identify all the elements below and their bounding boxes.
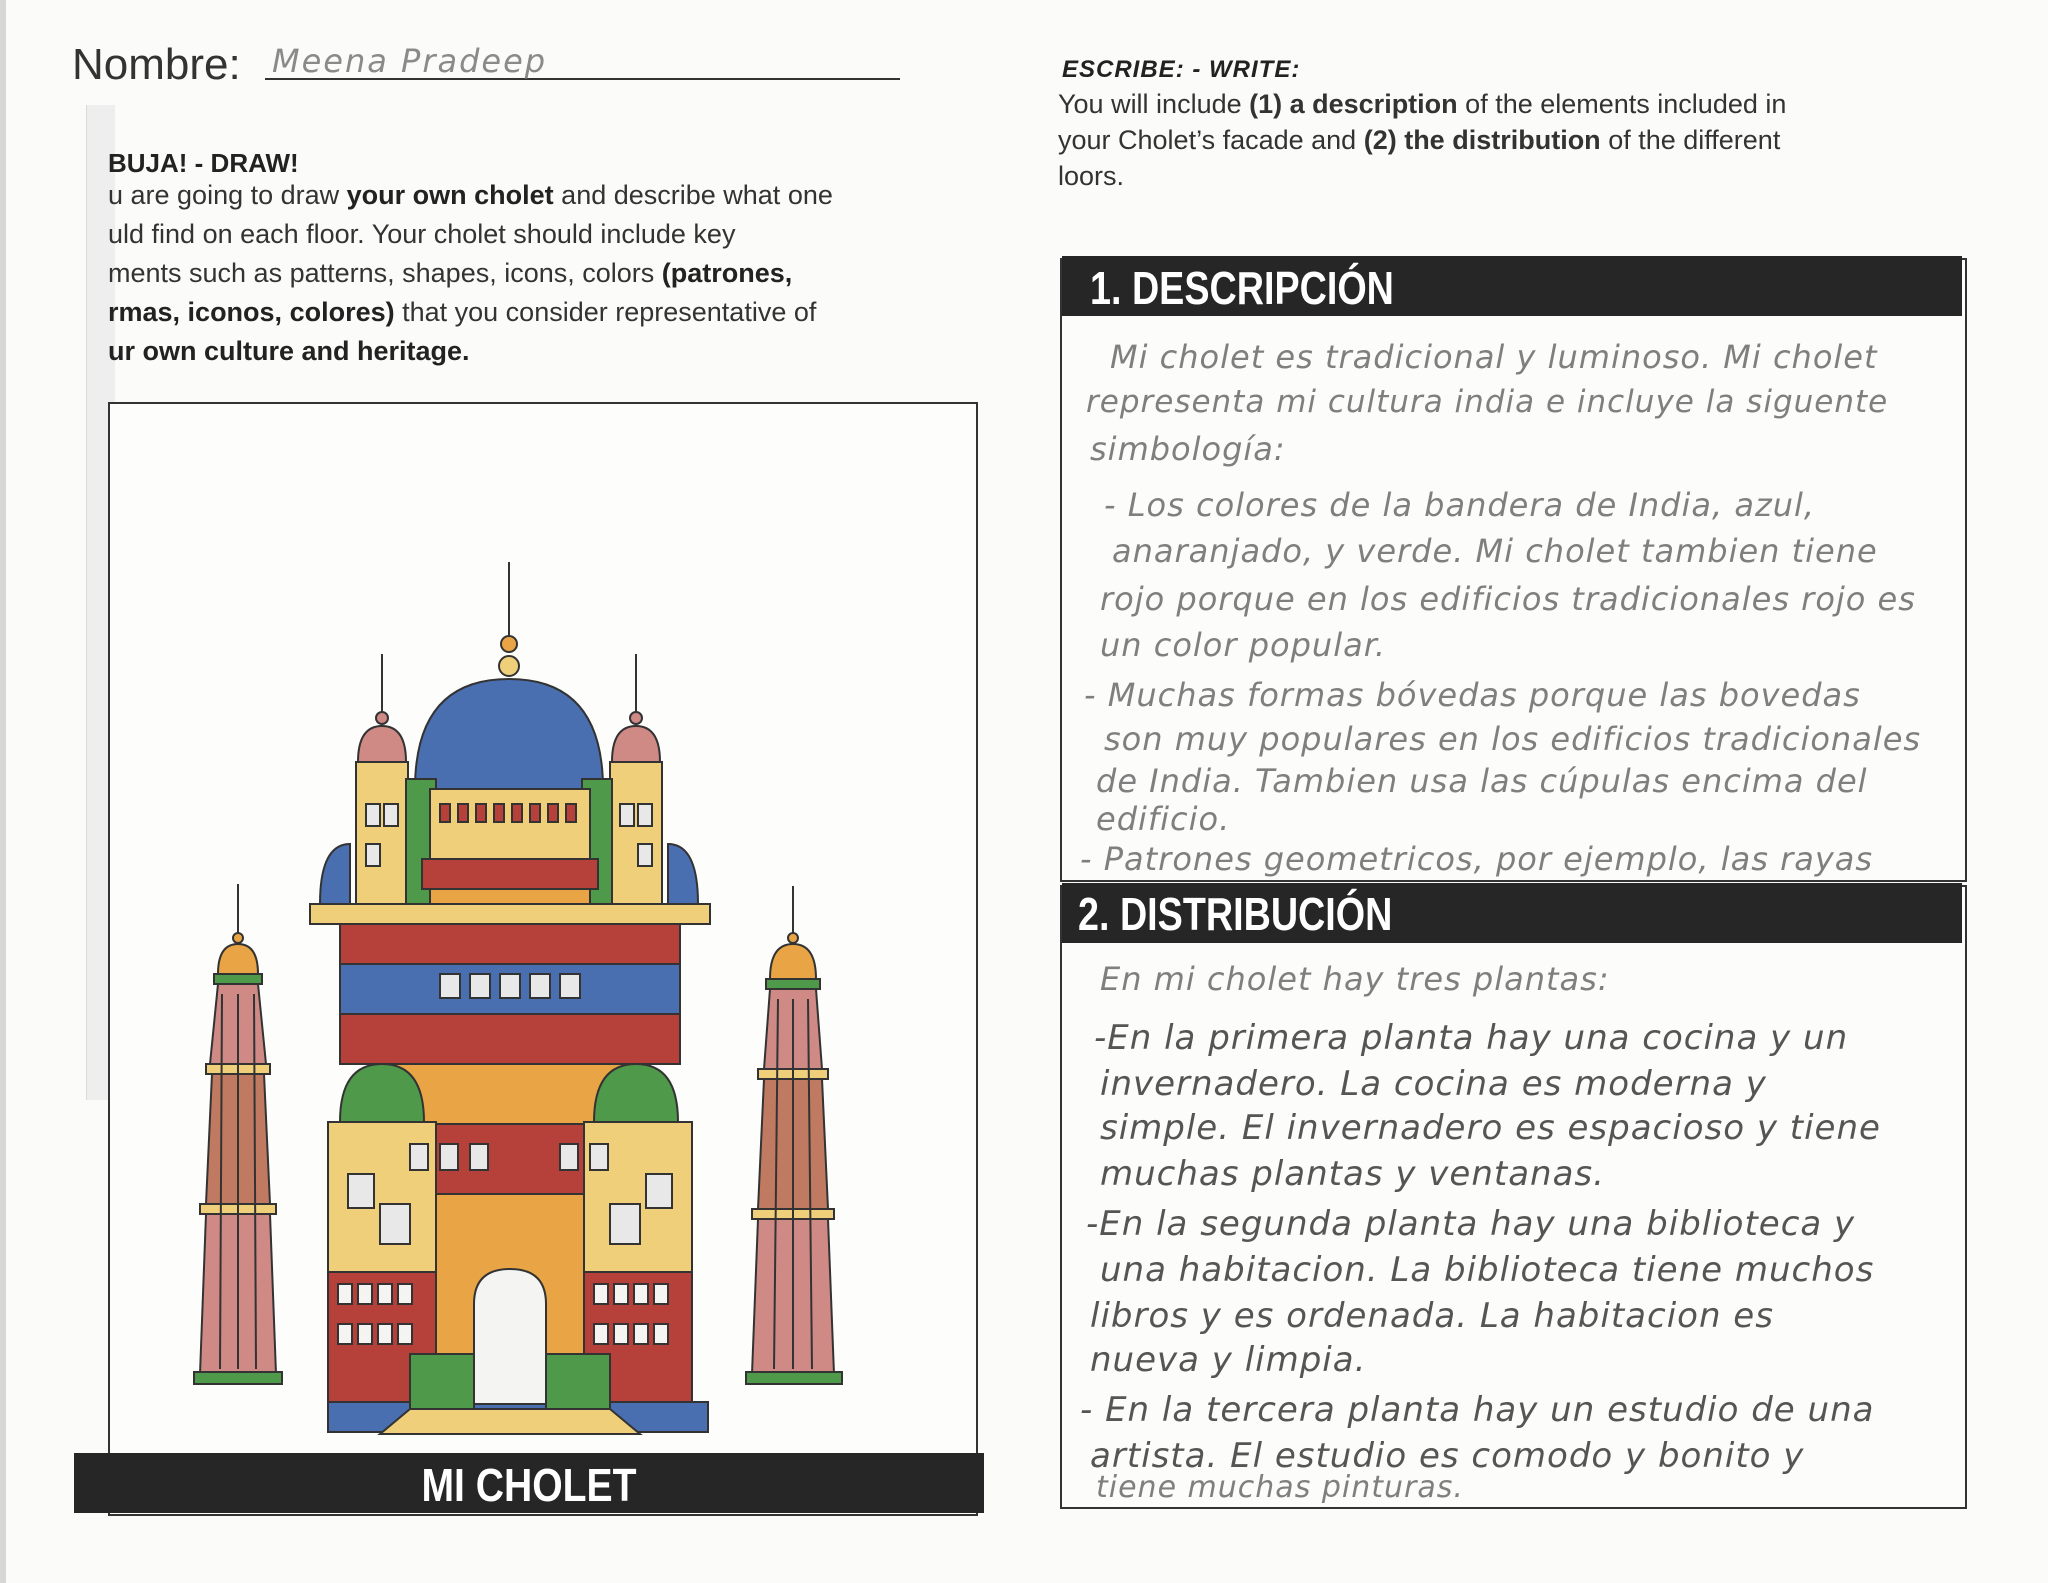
descripcion-line: Mi cholet es tradicional y luminoso. Mi cholet (1110, 338, 1878, 376)
distribucion-line: simple. El invernadero es espacioso y tiene (1100, 1108, 1881, 1148)
dibuja-text: that you consider representative of (394, 297, 817, 327)
descripcion-line: rojo porque en los edificios tradicionales rojo es (1100, 580, 1916, 618)
distribucion-line: En mi cholet hay tres plantas: (1100, 960, 1610, 998)
dibuja-text: uld find on each floor. Your cholet should include key (108, 219, 736, 249)
escribe-text: loors. (1058, 161, 1125, 191)
nombre-label: Nombre: (72, 40, 241, 89)
palace (310, 562, 710, 1434)
descripcion-line: - Patrones geometricos, por ejemplo, las rayas (1080, 840, 1874, 878)
descripcion-line: representa mi cultura india e incluye la siguente (1086, 384, 1889, 420)
distribucion-line: libros y es ordenada. La habitacion es (1090, 1296, 1774, 1336)
scan-edge (0, 0, 6, 1583)
dibuja-text: and describe what one (553, 180, 833, 210)
descripcion-line: - Muchas formas bóvedas porque las bovedas (1084, 676, 1861, 714)
escribe-bold: (2) the distribution (1363, 125, 1601, 155)
descripcion-line: un color popular. (1100, 626, 1387, 664)
descripcion-line: simbología: (1090, 430, 1286, 468)
descripcion-line: - Los colores de la bandera de India, azul, (1104, 486, 1816, 524)
escribe-instructions (1058, 86, 1908, 194)
distribucion-line: artista. El estudio es comodo y bonito y (1090, 1436, 1805, 1476)
descripcion-line: de India. Tambien usa las cúpulas encima del (1096, 762, 1868, 800)
distribucion-line: -En la primera planta hay una cocina y un (1094, 1018, 1849, 1058)
escribe-bold: (1) a description (1249, 89, 1458, 119)
drawing-banner-title: MI CHOLET (421, 1459, 637, 1511)
distribucion-line: una habitacion. La biblioteca tiene muchos (1100, 1250, 1875, 1290)
dibuja-bold: your own cholet (346, 180, 554, 210)
nombre-value: Meena Pradeep (272, 42, 548, 80)
distribucion-line: muchas plantas y ventanas. (1100, 1154, 1605, 1194)
descripcion-line: son muy populares en los edificios tradicionales (1104, 720, 1922, 758)
left-minaret (194, 884, 282, 1384)
distribucion-line: - En la tercera planta hay un estudio de una (1080, 1390, 1875, 1430)
dibuja-text: u are going to draw (108, 180, 347, 210)
distribucion-heading: 2. DISTRIBUCIÓN (1078, 888, 1393, 940)
escribe-text: your Cholet’s facade and (1058, 125, 1364, 155)
drawing-area (108, 402, 978, 1516)
distribucion-line: -En la segunda planta hay una biblioteca y (1086, 1204, 1856, 1244)
distribucion-line: invernadero. La cocina es moderna y (1100, 1064, 1767, 1104)
dibuja-bold: (patrones, (661, 258, 793, 288)
descripcion-line: anaranjado, y verde. Mi cholet tambien tiene (1112, 532, 1878, 570)
descripcion-line: edificio. (1096, 800, 1231, 838)
distribucion-line: nueva y limpia. (1090, 1340, 1367, 1380)
dibuja-text: ments such as patterns, shapes, icons, colors (108, 258, 662, 288)
descripcion-heading: 1. DESCRIPCIÓN (1090, 262, 1394, 314)
escribe-text: of the different (1600, 125, 1781, 155)
right-minaret (746, 886, 842, 1384)
escribe-text: You will include (1058, 89, 1250, 119)
cholet-drawing (110, 404, 976, 1514)
escribe-title: ESCRIBE: - WRITE: (1062, 56, 1301, 83)
dibuja-bold: ur own culture and heritage. (108, 336, 470, 366)
dibuja-bold: rmas, iconos, colores) (108, 297, 395, 327)
distribucion-line: tiene muchas pinturas. (1096, 1470, 1464, 1505)
dibuja-title: BUJA! - DRAW! (108, 148, 299, 178)
dibuja-instructions (108, 176, 958, 371)
escribe-text: of the elements included in (1457, 89, 1787, 119)
